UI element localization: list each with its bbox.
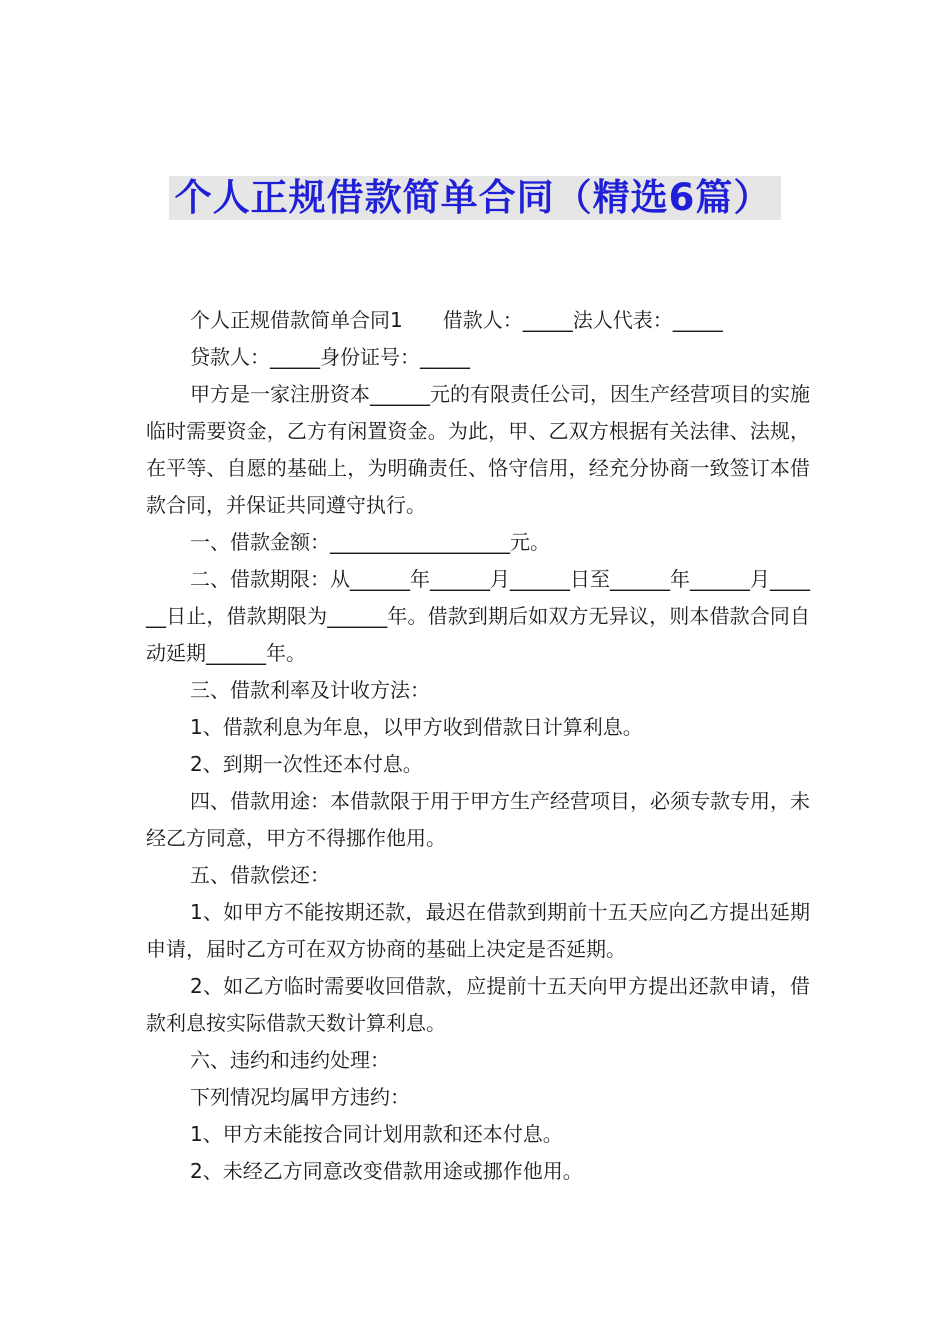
paragraph-contract-header: 个人正规借款简单合同1 借款人：_____法人代表：_____ — [190, 308, 723, 332]
paragraph-repayment-item-1: 1、如甲方不能按期还款，最迟在借款到期前十五天应向乙方提出延期申请，届时乙方可在双方协商的基础上决定是否延期。 — [146, 900, 810, 961]
paragraph-interest-heading: 三、借款利率及计收方法： — [190, 678, 430, 702]
document-title: 个人正规借款简单合同（精选6篇） — [169, 176, 782, 220]
paragraph-preamble: 甲方是一家注册资本______元的有限责任公司，因生产经营项目的实施临时需要资金，乙方有闲置资金。为此，甲、乙双方根据有关法律、法规，在平等、自愿的基础上，为明确责任、恪守信用，经充分协商一致签订本借款合同，并保证共同遵守执行。 — [146, 382, 810, 517]
paragraph-repayment-item-2: 2、如乙方临时需要收回借款，应提前十五天向甲方提出还款申请，借款利息按实际借款天数计算利息。 — [146, 974, 810, 1035]
paragraph-loan-amount: 一、借款金额：__________________元。 — [190, 530, 550, 554]
paragraph-default-intro: 下列情况均属甲方违约： — [190, 1085, 410, 1109]
paragraph-lender-info: 贷款人：_____身份证号：_____ — [190, 345, 470, 369]
document-body — [146, 302, 810, 1190]
paragraph-repayment-heading: 五、借款偿还： — [190, 863, 330, 887]
paragraph-default-item-2: 2、未经乙方同意改变借款用途或挪作他用。 — [190, 1159, 583, 1183]
paragraph-interest-item-2: 2、到期一次性还本付息。 — [190, 752, 423, 776]
paragraph-loan-purpose: 四、借款用途：本借款限于用于甲方生产经营项目，必须专款专用，未经乙方同意，甲方不得挪作他用。 — [146, 789, 810, 850]
title-container — [0, 176, 950, 220]
paragraph-default-heading: 六、违约和违约处理： — [190, 1048, 390, 1072]
paragraph-interest-item-1: 1、借款利息为年息，以甲方收到借款日计算利息。 — [190, 715, 643, 739]
paragraph-default-item-1: 1、甲方未能按合同计划用款和还本付息。 — [190, 1122, 563, 1146]
paragraph-loan-term: 二、借款期限：从______年______月______日至______年______月______日止，借款期限为______年。借款到期后如双方无异议，则本借款合同自动延期______年。 — [146, 567, 810, 665]
